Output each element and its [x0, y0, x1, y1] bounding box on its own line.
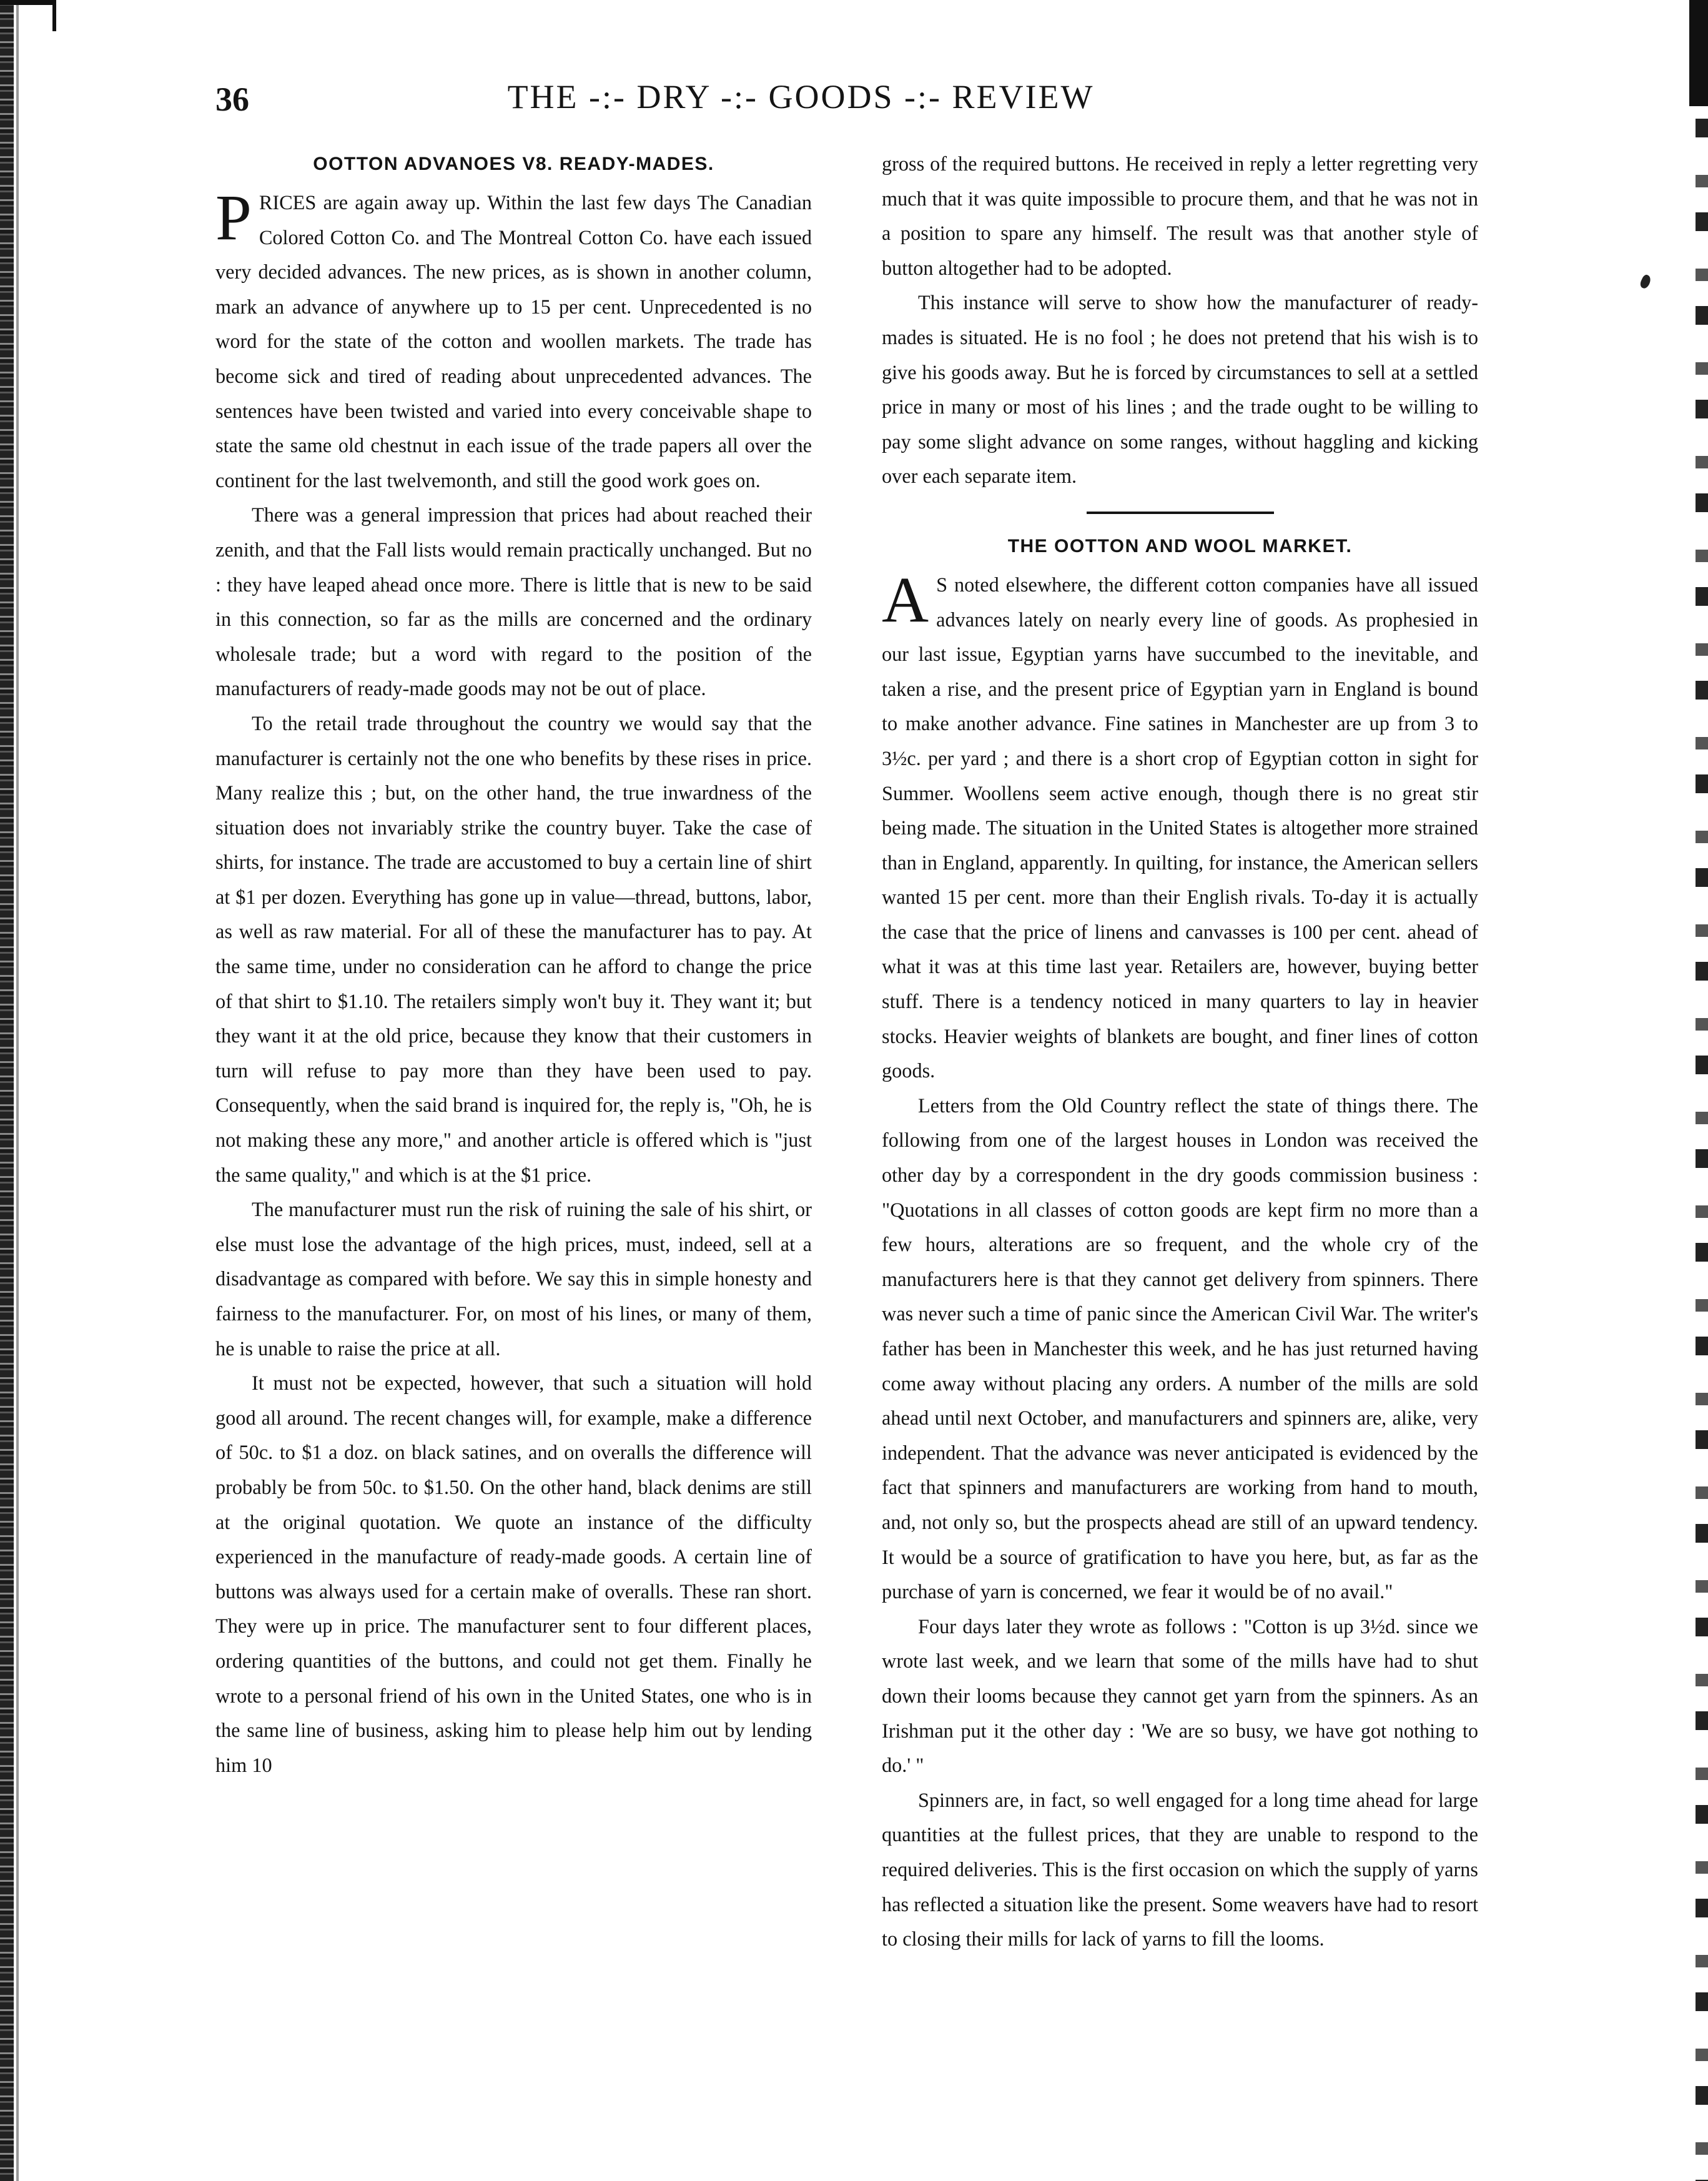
- article-1-paragraph: It must not be expected, however, that such a situation will hold good all around. The recent changes will, for example, make a difference of 50c. to $1 a doz. on black satines, and on overalls the difference will probably be from 50c. to $1.50. On the other hand, black denims are still at the original quotation. We quote an instance of the difficulty experienced in the manufacture of ready-made goods. A certain line of buttons was always used for a certain make of overalls. These ran short. They were up in price. The manufacturer sent to four different places, ordering quantities of the buttons, and could not get them. Finally he wrote to a personal friend of his own in the United States, one who is in the same line of business, asking him to please help him out by lending him 10: [215, 1372, 812, 1776]
- article-2-paragraph: [882, 563, 1478, 1089]
- article-2-paragraph: Letters from the Old Country reflect the state of things there. The following from one of the largest houses in London was received the other day by a correspondent in the dry goods commission business : "Quotations in all classes of cotton goods are kept firm no more than a few hours, alterations are so frequent, and the whole cry of the manufacturers here is that they cannot get delivery from spinners. There was never such a time of panic since the American Civil War. The writer's father has been in Manchester this week, and he has just returned having come away without placing any orders. A number of the mills are sold ahead until next October, and manufacturers and spinners are, alike, very independent. That the advance was never anticipated is evidenced by the fact that spinners and manufacturers are working from hand to mouth, and, not only so, but the prospects ahead are still of an upward tendency. It would be a source of gratification to have you here, but, as far as the purchase of yarn is concerned, we fear it would be of no avail.": [882, 1094, 1478, 1603]
- article-1-continuation: gross of the required buttons. He received in reply a letter regretting very much that it was quite impossible to procure them, and that he was not in a position to spare any himself. The result was that another style of button altogether had to be adopted.: [882, 152, 1478, 279]
- paragraph-text: S noted elsewhere, the different cotton companies have all issued advances lately on nearly every line of goods. As prophesied in our last issue, Egyptian yarns have succumbed to the inevitable, and taken a rise, and the present price of Egyptian yarn in England is bound to make another advance. Fine satines in Manchester are up from 3 to 3½c. per yard ; and there is a short crop of Egyptian cotton in sight for Summer. Woollens seem active enough, though there is no great stir being made. The situation in the United States is altogether more strained than in England, apparently. In quilting, for instance, the American sellers wanted 15 per cent. more than their English rivals. To-day it is actually the case that the price of linens and canvasses is 100 per cent. ahead of what it was at this time last year. Retailers are, however, buying better stuff. There is a tendency noticed in many quarters to lay in heavier stocks. Heavier weights of blankets are bought, and finer lines of cotton goods.: [882, 573, 1478, 1082]
- article-2-headline: THE OOTTON AND WOOL MARKET.: [1007, 535, 1353, 556]
- article-1-headline: OOTTON ADVANOES V8. READY-MADES.: [313, 154, 714, 174]
- drop-cap: A: [882, 563, 929, 636]
- article-1-paragraph: To the retail trade throughout the country we would say that the manufacturer is certainly not the one who benefits by these rises in price. Many realize this ; but, on the other hand, the true inwardness of the situation does not invariably strike the country buyer. Take the case of shirts, for instance. The trade are accustomed to buy a certain line of shirt at $1 per dozen. Everything has gone up in value—thread, buttons, labor, as well as raw material. For all of these the manufacturer has to pay. At the same time, under no consideration can he afford to change the price of that shirt to $1.10. The retailers simply won't buy it. They want it; but they want it at the old price, because they know that their customers in turn will refuse to pay more than they have been used to pay. Consequently, when the said brand is inquired for, the reply is, "Oh, he is not making these any more," and another article is offered which is "just the same quality," and which is at the $1 price.: [215, 711, 812, 1186]
- journal-title: THE -:- DRY -:- GOODS -:- REVIEW: [507, 78, 1095, 116]
- article-1-paragraph: There was a general impression that prices had about reached their zenith, and that the Fall lists would remain practically unchanged. But no : they have leaped ahead once more. There is little that is new to be said in this connection, so far as the mills are concerned and the ordinary wholesale trade; but a word with regard to the position of the manufacturers of ready-made goods may not be out of place.: [215, 503, 812, 700]
- article-1-paragraph: The manufacturer must run the risk of ruining the sale of his shirt, or else must lose the advantage of the high prices, must, indeed, sell at a disadvantage as compared with before. We say this in simple honesty and fairness to the manufacturer. For, on most of his lines, or many of them, he is unable to raise the price at all.: [215, 1198, 812, 1360]
- section-divider: [1087, 512, 1274, 514]
- page-header: [215, 80, 1386, 130]
- scan-border-right-top: [1689, 0, 1708, 106]
- article-1-paragraph: [215, 182, 812, 498]
- left-column: [215, 147, 812, 1783]
- scan-border-left: [0, 0, 14, 2181]
- scan-speck: [1639, 274, 1652, 290]
- scan-border-right: [1696, 0, 1708, 2181]
- article-1-continuation: This instance will serve to show how the manufacturer of ready-mades is situated. He is no fool ; he does not pretend that his wish is to give his goods away. But he is forced by circumstances to sell at a settled price in many or most of his lines ; and the trade ought to be willing to pay some slight advance on some ranges, without haggling and kicking over each separate item.: [882, 291, 1478, 488]
- article-2-paragraph: Four days later they wrote as follows : "Cotton is up 3½d. since we wrote last week, and we learn that some of the mills have had to shut down their looms because they cannot get yarn from the spinners. As an Irishman put it the other day : 'We are so busy, we have got nothing to do.' ": [882, 1615, 1478, 1777]
- right-column: [882, 147, 1478, 1957]
- paragraph-text: RICES are again away up. Within the last few days The Canadian Colored Cotton Co. and The Montreal Cotton Co. have each issued very decided advances. The new prices, as is shown in another column, mark an advance of anywhere up to 15 per cent. Unprecedented is no word for the state of the cotton and woollen markets. The trade has become sick and tired of reading about unprecedented advances. The sentences have been twisted and varied into every conceivable shape to state the same old chestnut in each issue of the trade papers all over the continent for the last twelvemonth, and still the good work goes on.: [215, 191, 812, 492]
- scan-border-left-inner: [16, 0, 19, 2181]
- drop-cap: P: [215, 182, 252, 254]
- page-number: 36: [215, 81, 249, 118]
- scan-corner-mark: [0, 0, 56, 31]
- article-2-paragraph: Spinners are, in fact, so well engaged for a long time ahead for large quantities at the fullest prices, that they are unable to respond to the required deliveries. This is the first occasion on which the supply of yarns has reflected a situation like the present. Some weavers have had to resort to closing their mills for lack of yarns to fill the looms.: [882, 1788, 1478, 1951]
